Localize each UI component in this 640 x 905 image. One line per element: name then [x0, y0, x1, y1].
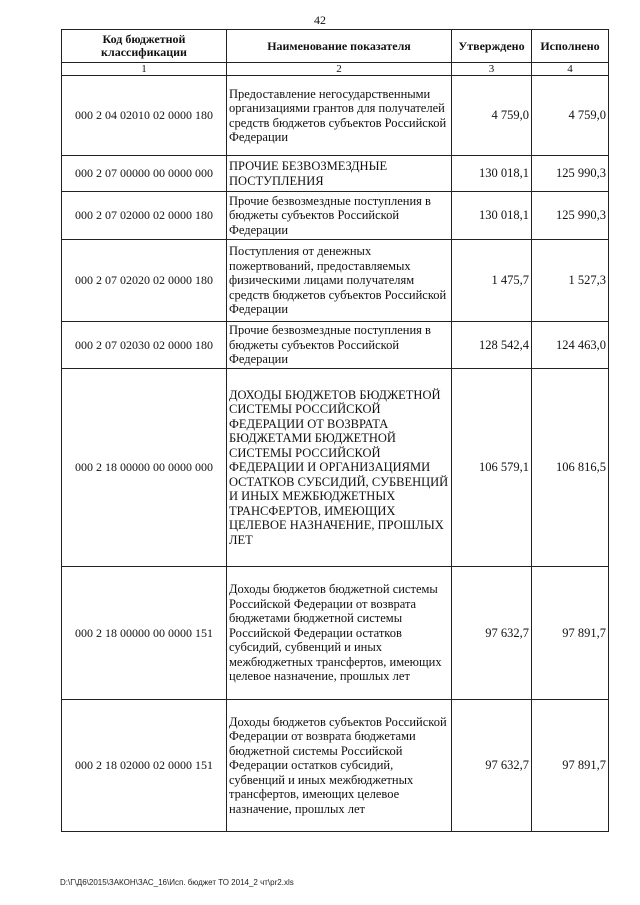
column-number-row [62, 63, 609, 76]
column-number: 2 [227, 63, 452, 76]
row-name: ПРОЧИЕ БЕЗВОЗМЕЗДНЫЕ ПОСТУПЛЕНИЯ [227, 156, 452, 192]
page-number: 42 [314, 13, 326, 27]
header-row [62, 30, 609, 63]
row-name: Доходы бюджетов субъектов Российской Федерации от возврата бюджетами бюджетной системы Российской Федерации остатков субсидий, субвенций и иных межбюджетных трансфертов, имеющих целевое назначение, прошлых лет [227, 700, 452, 832]
row-code: 000 2 04 02010 02 0000 180 [62, 76, 227, 156]
row-approved: 130 018,1 [452, 192, 532, 240]
row-executed: 97 891,7 [532, 567, 609, 700]
table-row [62, 156, 609, 192]
row-code: 000 2 18 00000 00 0000 000 [62, 369, 227, 567]
row-executed: 106 816,5 [532, 369, 609, 567]
row-name: ДОХОДЫ БЮДЖЕТОВ БЮДЖЕТНОЙ СИСТЕМЫ РОССИЙСКОЙ ФЕДЕРАЦИИ ОТ ВОЗВРАТА БЮДЖЕТАМИ БЮДЖЕТНОЙ СИСТЕМЫ РОССИЙСКОЙ ФЕДЕРАЦИИ И ОРГАНИЗАЦИЯМИ ОСТАТКОВ СУБСИДИЙ, СУБВЕНЦИЙ И ИНЫХ МЕЖБЮДЖЕТНЫХ ТРАНСФЕРТОВ, ИМЕЮЩИХ ЦЕЛЕВОЕ НАЗНАЧЕНИЕ, ПРОШЛЫХ ЛЕТ [227, 369, 452, 567]
row-name: Доходы бюджетов бюджетной системы Российской Федерации от возврата бюджетами бюджетной системы Российской Федерации остатков субсидий, субвенций и иных межбюджетных трансфертов, имеющих целевое назначение, прошлых лет [227, 567, 452, 700]
row-approved: 1 475,7 [452, 240, 532, 322]
row-approved: 130 018,1 [452, 156, 532, 192]
row-code: 000 2 07 02030 02 0000 180 [62, 322, 227, 369]
table-row [62, 240, 609, 322]
row-approved: 128 542,4 [452, 322, 532, 369]
row-approved: 4 759,0 [452, 76, 532, 156]
table-row [62, 369, 609, 567]
table-row [62, 192, 609, 240]
column-number: 4 [532, 63, 609, 76]
row-code: 000 2 07 02020 02 0000 180 [62, 240, 227, 322]
row-name: Прочие безвозмездные поступления в бюджеты субъектов Российской Федерации [227, 192, 452, 240]
row-name: Предоставление негосударственными организациями грантов для получателей средств бюджетов субъектов Российской Федерации [227, 76, 452, 156]
column-number: 3 [452, 63, 532, 76]
row-approved: 97 632,7 [452, 700, 532, 832]
header-executed: Исполнено [532, 30, 609, 63]
header-approved: Утверждено [452, 30, 532, 63]
table-row [62, 322, 609, 369]
column-number: 1 [62, 63, 227, 76]
row-executed: 125 990,3 [532, 192, 609, 240]
row-code: 000 2 07 02000 02 0000 180 [62, 192, 227, 240]
row-name: Поступления от денежных пожертвований, предоставляемых физическими лицами получателям средств бюджетов субъектов Российской Федерации [227, 240, 452, 322]
row-executed: 1 527,3 [532, 240, 609, 322]
header-name: Наименование показателя [227, 30, 452, 63]
row-approved: 97 632,7 [452, 567, 532, 700]
row-name: Прочие безвозмездные поступления в бюджеты субъектов Российской Федерации [227, 322, 452, 369]
row-executed: 4 759,0 [532, 76, 609, 156]
table-row [62, 76, 609, 156]
row-code: 000 2 07 00000 00 0000 000 [62, 156, 227, 192]
row-code: 000 2 18 00000 00 0000 151 [62, 567, 227, 700]
budget-table [61, 29, 609, 832]
footer-file-path: D:\Г\Д6\2015\ЗАКОН\ЗАС_16\Исп. бюджет ТО 2014_2 чт\pr2.xls [60, 878, 294, 887]
row-executed: 97 891,7 [532, 700, 609, 832]
header-code: Код бюджетной классификации [62, 30, 227, 63]
table-row [62, 700, 609, 832]
row-executed: 125 990,3 [532, 156, 609, 192]
row-code: 000 2 18 02000 02 0000 151 [62, 700, 227, 832]
row-approved: 106 579,1 [452, 369, 532, 567]
table-row [62, 567, 609, 700]
row-executed: 124 463,0 [532, 322, 609, 369]
